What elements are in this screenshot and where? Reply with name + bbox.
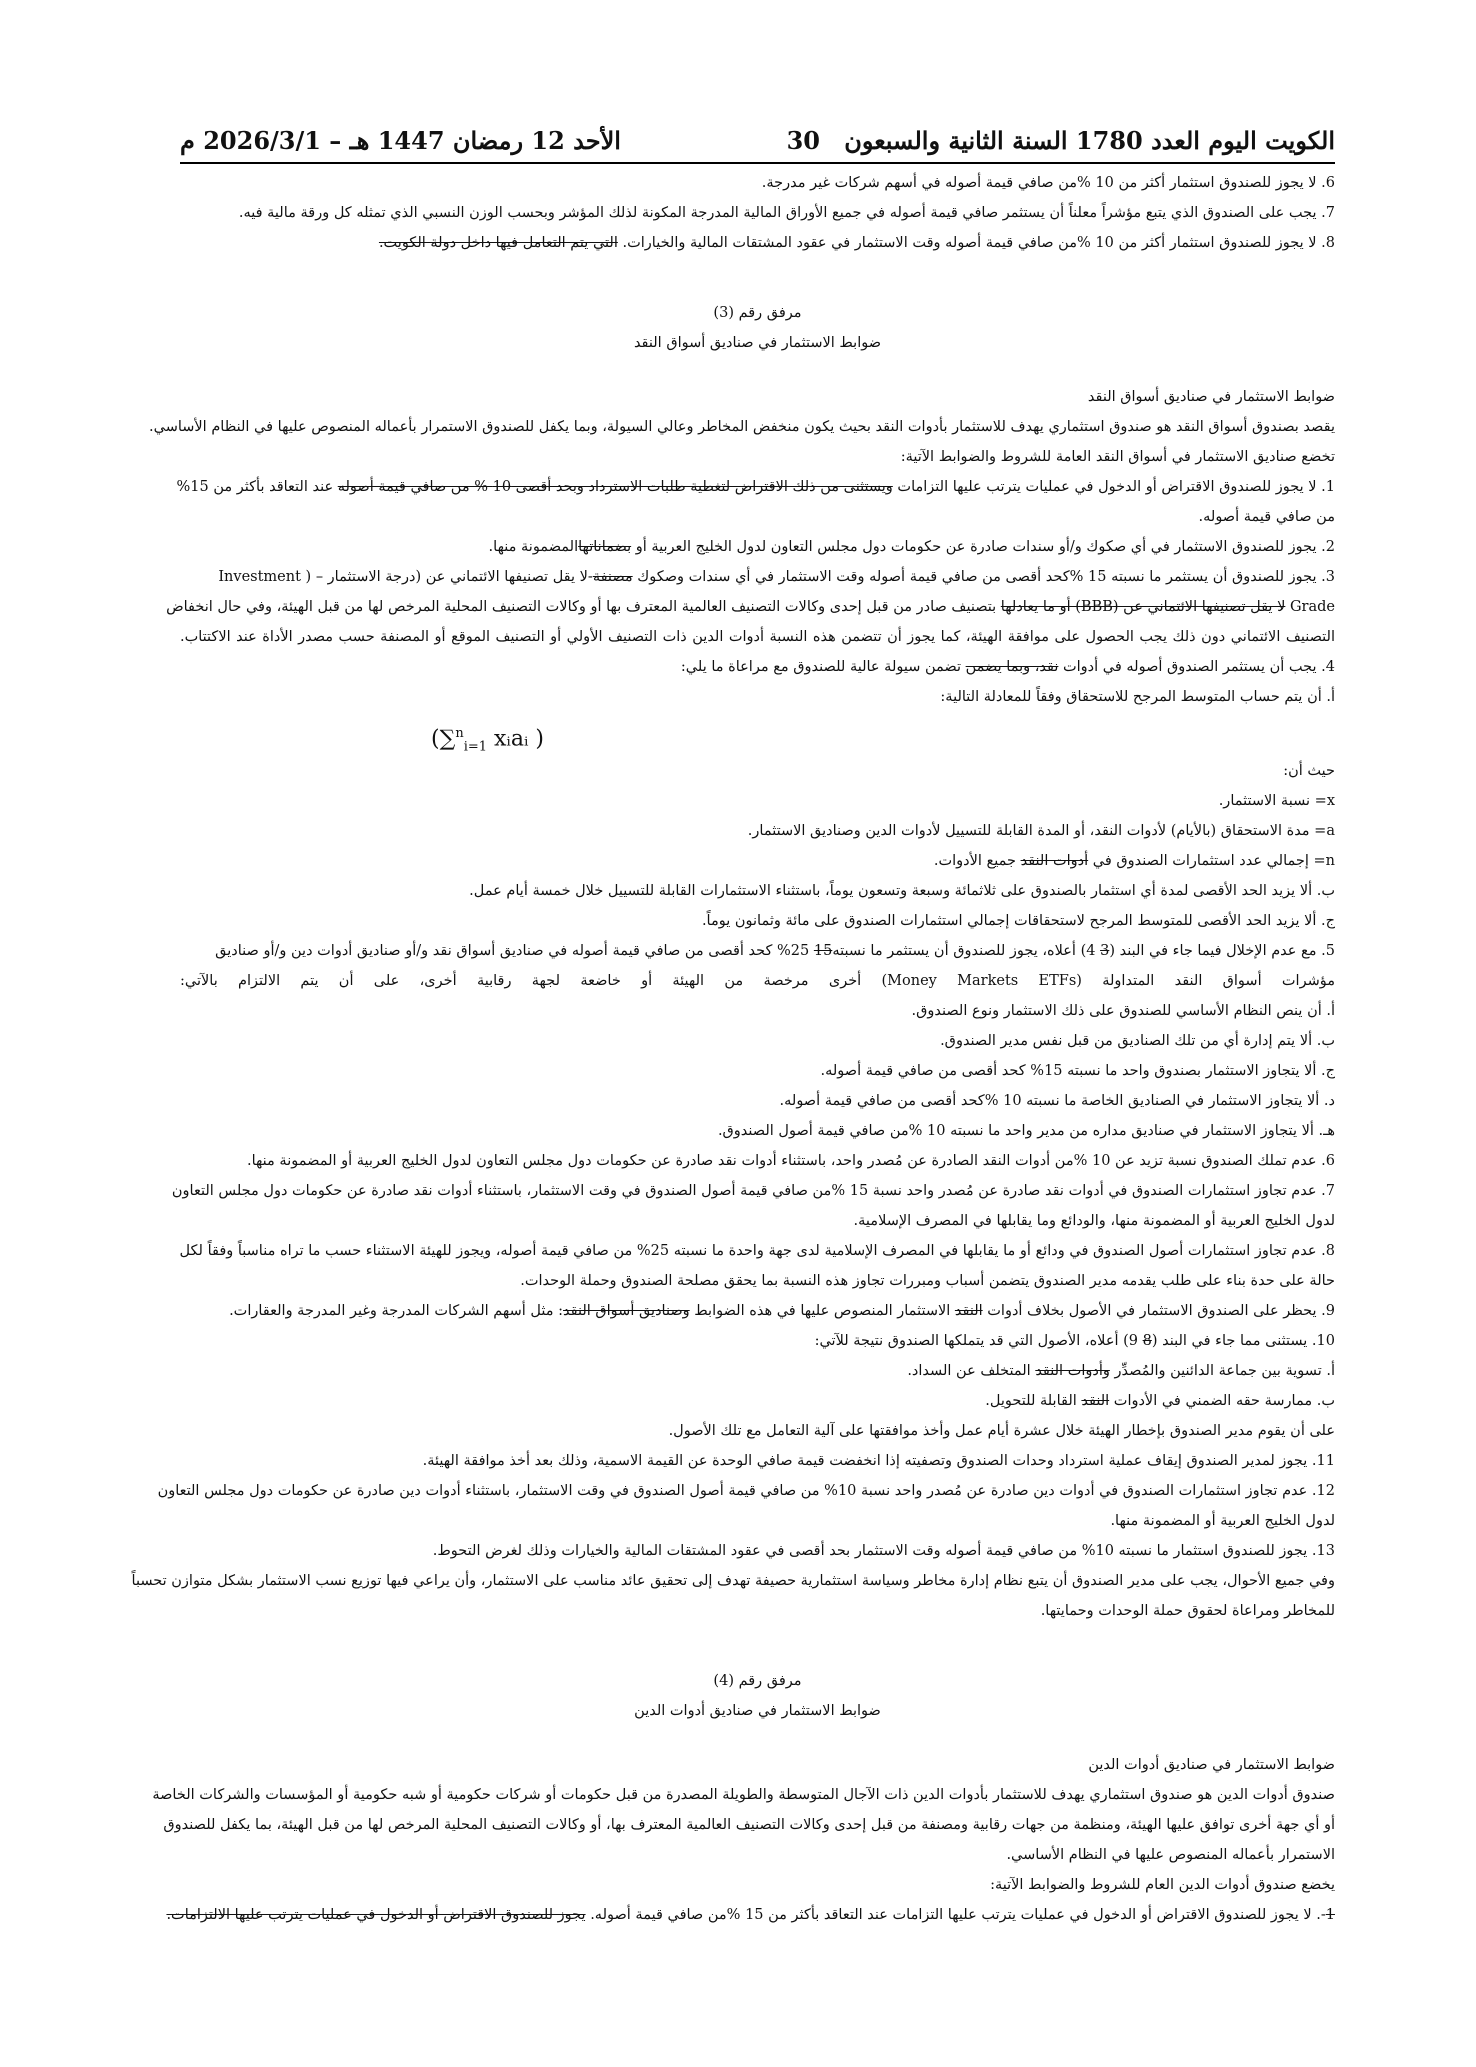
paragraph: a= مدة الاستحقاق (بالأيام) لأدوات النقد، أو المدة القابلة للتسييل لأدوات الدين وصناديق الاستثمار. bbox=[747, 823, 1335, 839]
paragraph: ب. ألا يتم إدارة أي من تلك الصناديق من قبل نفس مدير الصندوق. bbox=[940, 1033, 1335, 1049]
paragraph: يخضع صندوق أدوات الدين العام للشروط والضوابط الآتية: bbox=[990, 1877, 1335, 1893]
paragraph: صندوق أدوات الدين هو صندوق استثماري يهدف للاستثمار بأدوات الدين ذات الآجال المتوسطة والطويلة المصدرة من قبل حكومات أو شركات حكومية أو شبه حكومية أو المؤسسات والشركات الخاصة bbox=[152, 1787, 1335, 1803]
paragraph: يقصد بصندوق أسواق النقد هو صندوق استثماري يهدف للاستثمار بأدوات النقد بحيث يكون منخفض المخاطر وعالي السيولة، وبما يكفل للصندوق الاستمرار بأعماله المنصوص عليها في النظام الأساسي. bbox=[149, 419, 1335, 435]
deleted-text: يجوز للصندوق الاقتراض أو الدخول في عمليات يترتب عليها الالتزامات. bbox=[166, 1907, 586, 1923]
paragraph: Grade لا يقل تصنيفها الائتماني عن (BBB) أو ما يعادلها بتصنيف صادر من قبل إحدى وكالات التصنيف العالمية المعترف بها أو وكالات التصنيف المحلية المرخص لها من قبل الهيئة، وفي حال انخفاض bbox=[166, 599, 1335, 615]
paragraph: لدول الخليج العربية أو المضمونة منها. bbox=[1110, 1513, 1335, 1529]
paragraph: حيث أن: bbox=[1283, 763, 1335, 779]
page-header bbox=[180, 120, 1335, 164]
deleted-text: 15 bbox=[813, 943, 833, 959]
header-issue: الكويت اليوم العدد 1780 السنة الثانية والسبعون bbox=[844, 126, 1335, 155]
paragraph: من صافي قيمة أصوله. bbox=[1198, 509, 1335, 525]
annex-subtitle: ضوابط الاستثمار في صناديق أسواق النقد bbox=[633, 335, 882, 351]
paragraph: 6. لا يجوز للصندوق استثمار أكثر من 10 %من صافي قيمة أصوله في أسهم شركات غير مدرجة. bbox=[761, 175, 1335, 191]
paragraph: أ. تسوية بين جماعة الدائنين والمُصدِّر وأدوات النقد المتخلف عن السداد. bbox=[907, 1363, 1335, 1379]
paragraph: الاستمرار بأعماله المنصوص عليها في النظام الأساسي. bbox=[1006, 1847, 1335, 1863]
deleted-text: وأدوات النقد bbox=[1035, 1363, 1110, 1379]
paragraph: 13. يجوز للصندوق استثمار ما نسبته 10% من صافي قيمة أصوله وقت الاستثمار بحد أقصى في عقود المشتقات المالية والخيارات وذلك لغرض التحوط. bbox=[432, 1543, 1335, 1559]
paragraph: 9. يحظر على الصندوق الاستثمار في الأصول بخلاف أدوات النقد الاستثمار المنصوص عليها في هذه الضوابط وصناديق أسواق النقد: مثل أسهم الشركات المدرجة وغير المدرجة والعقارات. bbox=[229, 1303, 1335, 1319]
header-date: الأحد 12 رمضان 1447 هـ – 2026/3/1 م bbox=[180, 126, 621, 155]
paragraph: ب. ممارسة حقه الضمني في الأدوات النقد القابلة للتحويل. bbox=[985, 1393, 1335, 1409]
deleted-text: 1 bbox=[1325, 1907, 1335, 1923]
deleted-text: 8 bbox=[1142, 1333, 1152, 1349]
paragraph: 7. يجب على الصندوق الذي يتبع مؤشراً معلناً أن يستثمر صافي قيمة أصوله في جميع الأوراق المالية المدرجة المكونة لذلك المؤشر وبحسب الوزن النسبي الذي تمثله كل ورقة مالية فيه. bbox=[238, 205, 1335, 221]
paragraph: أ. أن يتم حساب المتوسط المرجح للاستحقاق وفقاً للمعادلة التالية: bbox=[940, 689, 1335, 705]
paragraph: د. ألا يتجاوز الاستثمار في الصناديق الخاصة ما نسبته 10 %كحد أقصى من صافي قيمة أصوله. bbox=[779, 1093, 1335, 1109]
paragraph: 3. يجوز للصندوق أن يستثمر ما نسبته 15 %كحد أقصى من صافي قيمة أصوله وقت الاستثمار في أي سندات وصكوك مصنفة-لا يقل تصنيفها الائتماني عن (درجة الاستثمار – ( Investment bbox=[218, 569, 1335, 585]
paragraph: 4. يجب أن يستثمر الصندوق أصوله في أدوات نقد، وبما يضمن تضمن سيولة عالية للصندوق مع مراعاة ما يلي: bbox=[680, 659, 1335, 675]
paragraph: التصنيف الائتماني دون ذلك يجب الحصول على موافقة الهيئة، كما يجوز أن تتضمن هذه النسبة أدوات الدين ذات التصنيف الأولي أو التصنيف الموقع أو المصنفة حسب مصدر الأداة عند الاكتتاب. bbox=[180, 629, 1335, 645]
paragraph: أ. أن ينص النظام الأساسي للصندوق على ذلك الاستثمار ونوع الصندوق. bbox=[911, 1003, 1335, 1019]
paragraph: 8. لا يجوز للصندوق استثمار أكثر من 10 %من صافي قيمة أصوله وقت الاستثمار في عقود المشتقات المالية والخيارات. التي يتم التعامل فيها داخل دولة الكويت. bbox=[378, 235, 1335, 251]
paragraph: ب. ألا يزيد الحد الأقصى لمدة أي استثمار بالصندوق على ثلاثمائة وسبعة وتسعون يوماً، باستثناء الاستثمارات القابلة للتسييل خلال خمسة أيام عمل. bbox=[469, 883, 1335, 899]
paragraph: 1-. لا يجوز للصندوق الاقتراض أو الدخول في عمليات يترتب عليها التزامات عند التعاقد بأكثر من 15 %من صافي قيمة أصوله. يجوز للصندوق الاقتراض أو الدخول في عمليات يترتب عليها الالتزامات. bbox=[166, 1907, 1335, 1923]
deleted-text: نقد، وبما يضمن bbox=[965, 659, 1059, 675]
paragraph: x= نسبة الاستثمار. bbox=[1218, 793, 1335, 809]
paragraph: حالة على حدة بناء على طلب يقدمه مدير الصندوق يتضمن أسباب ومبررات تجاوز هذه النسبة بما يحقق مصلحة الصندوق وحملة الوحدات. bbox=[520, 1273, 1335, 1289]
paragraph: تخضع صناديق الاستثمار في أسواق النقد العامة للشروط والضوابط الآتية: bbox=[900, 449, 1335, 465]
deleted-text: ويستثنى من ذلك الاقتراض لتغطية طلبات الاسترداد وبحد أقصى 10 % من صافي قيمة أصوله bbox=[337, 479, 893, 495]
deleted-text: 3 bbox=[1100, 943, 1110, 959]
weighted-average-formula: (∑$^n_{i=1}$ xᵢaᵢ ) bbox=[431, 726, 544, 755]
deleted-text: أدوات النقد bbox=[1020, 853, 1089, 869]
paragraph: 1. لا يجوز للصندوق الاقتراض أو الدخول في عمليات يترتب عليها التزامات ويستثنى من ذلك الاقتراض لتغطية طلبات الاسترداد وبحد أقصى 10 % من صافي قيمة أصوله عند التعاقد بأكثر من 15% bbox=[176, 479, 1335, 495]
paragraph: ج. ألا يتجاوز الاستثمار بصندوق واحد ما نسبته 15% كحد أقصى من صافي قيمة أصوله. bbox=[820, 1063, 1335, 1079]
deleted-text: النقد bbox=[954, 1303, 983, 1319]
page-body bbox=[131, 168, 1335, 1930]
paragraph: أو أي جهة أخرى توافق عليها الهيئة، ومنظمة من جهات رقابية ومصنفة من قبل إحدى وكالات التصنيف العالمية المعترف بها، أو وكالات التصنيف المحلية المرخص لها من قبل الهيئة، بما يكفل للصندوق bbox=[163, 1817, 1335, 1833]
paragraph: 10. يستثنى مما جاء في البند (8 9) أعلاه، الأصول التي قد يتملكها الصندوق نتيجة للآتي: bbox=[814, 1333, 1335, 1349]
deleted-text: بضماناتها bbox=[578, 539, 632, 555]
paragraph: 6. عدم تملك الصندوق نسبة تزيد عن 10 %من أدوات النقد الصادرة عن مُصدر واحد، باستثناء أدوات نقد صادرة عن حكومات دول مجلس التعاون لدول الخليج العربية أو المضمونة منها. bbox=[246, 1153, 1335, 1169]
gazette-page bbox=[131, 120, 1335, 1930]
deleted-text: التي يتم التعامل فيها داخل دولة الكويت. bbox=[378, 235, 618, 251]
page-number: 30 bbox=[786, 126, 820, 155]
section-heading: ضوابط الاستثمار في صناديق أسواق النقد bbox=[1087, 389, 1335, 405]
annex-subtitle: ضوابط الاستثمار في صناديق أدوات الدين bbox=[634, 1703, 881, 1719]
deleted-text: النقد bbox=[1081, 1393, 1110, 1409]
paragraph: 7. عدم تجاوز استثمارات الصندوق في أدوات نقد صادرة عن مُصدر واحد نسبة 15 %من صافي قيمة أصول الصندوق في وقت الاستثمار، باستثناء أدوات نقد صادرة عن حكومات دول مجلس التعاون bbox=[171, 1183, 1335, 1199]
paragraph: مؤشرات أسواق النقد المتداولة (Money Markets ETFs) أخرى مرخصة من الهيئة أو خاضعة لجهة رقابية أخرى، على أن يتم الالتزام بالآتي: bbox=[180, 973, 1335, 989]
paragraph: 2. يجوز للصندوق الاستثمار في أي صكوك و/أو سندات صادرة عن حكومات دول مجلس التعاون لدول الخليج العربية أو بضماناتهاالمضمونة منها. bbox=[488, 539, 1335, 555]
paragraph: للمخاطر ومراعاة لحقوق حملة الوحدات وحمايتها. bbox=[1040, 1603, 1335, 1619]
paragraph: لدول الخليج العربية أو المضمونة منها، والودائع وما يقابلها في المصرف الإسلامية. bbox=[853, 1213, 1335, 1229]
deleted-text: لا يقل تصنيفها الائتماني عن (BBB) أو ما يعادلها bbox=[1000, 599, 1286, 615]
paragraph: 12. عدم تجاوز استثمارات الصندوق في أدوات دين صادرة عن مُصدر واحد نسبة 10% من صافي قيمة أصول الصندوق في وقت الاستثمار، باستثناء أدوات دين صادرة عن حكومات دول مجلس التعاون bbox=[157, 1483, 1335, 1499]
paragraph: هـ. ألا يتجاوز الاستثمار في صناديق مداره من مدير واحد ما نسبته 10 %من صافي قيمة أصول الصندوق. bbox=[717, 1123, 1335, 1139]
paragraph: وفي جميع الأحوال، يجب على مدير الصندوق أن يتبع نظام إدارة مخاطر وسياسة استثمارية حصيفة تهدف إلى تحقيق عائد مناسب على الاستثمار، وأن يراعي فيها توزيع نسب الاستثمار بشكل متوازن تحسباً bbox=[131, 1573, 1335, 1589]
deleted-text: وصناديق أسواق النقد bbox=[563, 1303, 690, 1319]
annex-title: مرفق رقم (3) bbox=[713, 305, 802, 321]
paragraph: 8. عدم تجاوز استثمارات أصول الصندوق في ودائع أو ما يقابلها في المصرف الإسلامية لدى جهة واحدة ما نسبته 25% من صافي قيمة أصوله، ويجوز للهيئة الاستثناء حسب ما تراه مناسباً وفقاً لكل bbox=[179, 1243, 1335, 1259]
paragraph: n= إجمالي عدد استثمارات الصندوق في أدوات النقد جميع الأدوات. bbox=[933, 853, 1335, 869]
paragraph: 5. مع عدم الإخلال فيما جاء في البند (3 4) أعلاه، يجوز للصندوق أن يستثمر ما نسبته15 25% كحد أقصى من صافي قيمة أصوله في صناديق أسواق نقد و/أو صناديق أدوات دين و/أو صناديق bbox=[215, 943, 1335, 959]
section-heading: ضوابط الاستثمار في صناديق أدوات الدين bbox=[1088, 1757, 1335, 1773]
annex-title: مرفق رقم (4) bbox=[713, 1673, 802, 1689]
paragraph: على أن يقوم مدير الصندوق بإخطار الهيئة خلال عشرة أيام عمل وأخذ موافقتها على آلية التعامل مع تلك الأصول. bbox=[668, 1423, 1335, 1439]
paragraph: 11. يجوز لمدير الصندوق إيقاف عملية استرداد وحدات الصندوق وتصفيته إذا انخفضت قيمة صافي الوحدة عن القيمة الاسمية، وذلك بعد أخذ موافقة الهيئة. bbox=[422, 1453, 1335, 1469]
paragraph: ج. ألا يزيد الحد الأقصى للمتوسط المرجح لاستحقاقات إجمالي استثمارات الصندوق على مائة وثمانون يوماً. bbox=[701, 913, 1335, 929]
deleted-text: مصنفة bbox=[592, 569, 633, 585]
